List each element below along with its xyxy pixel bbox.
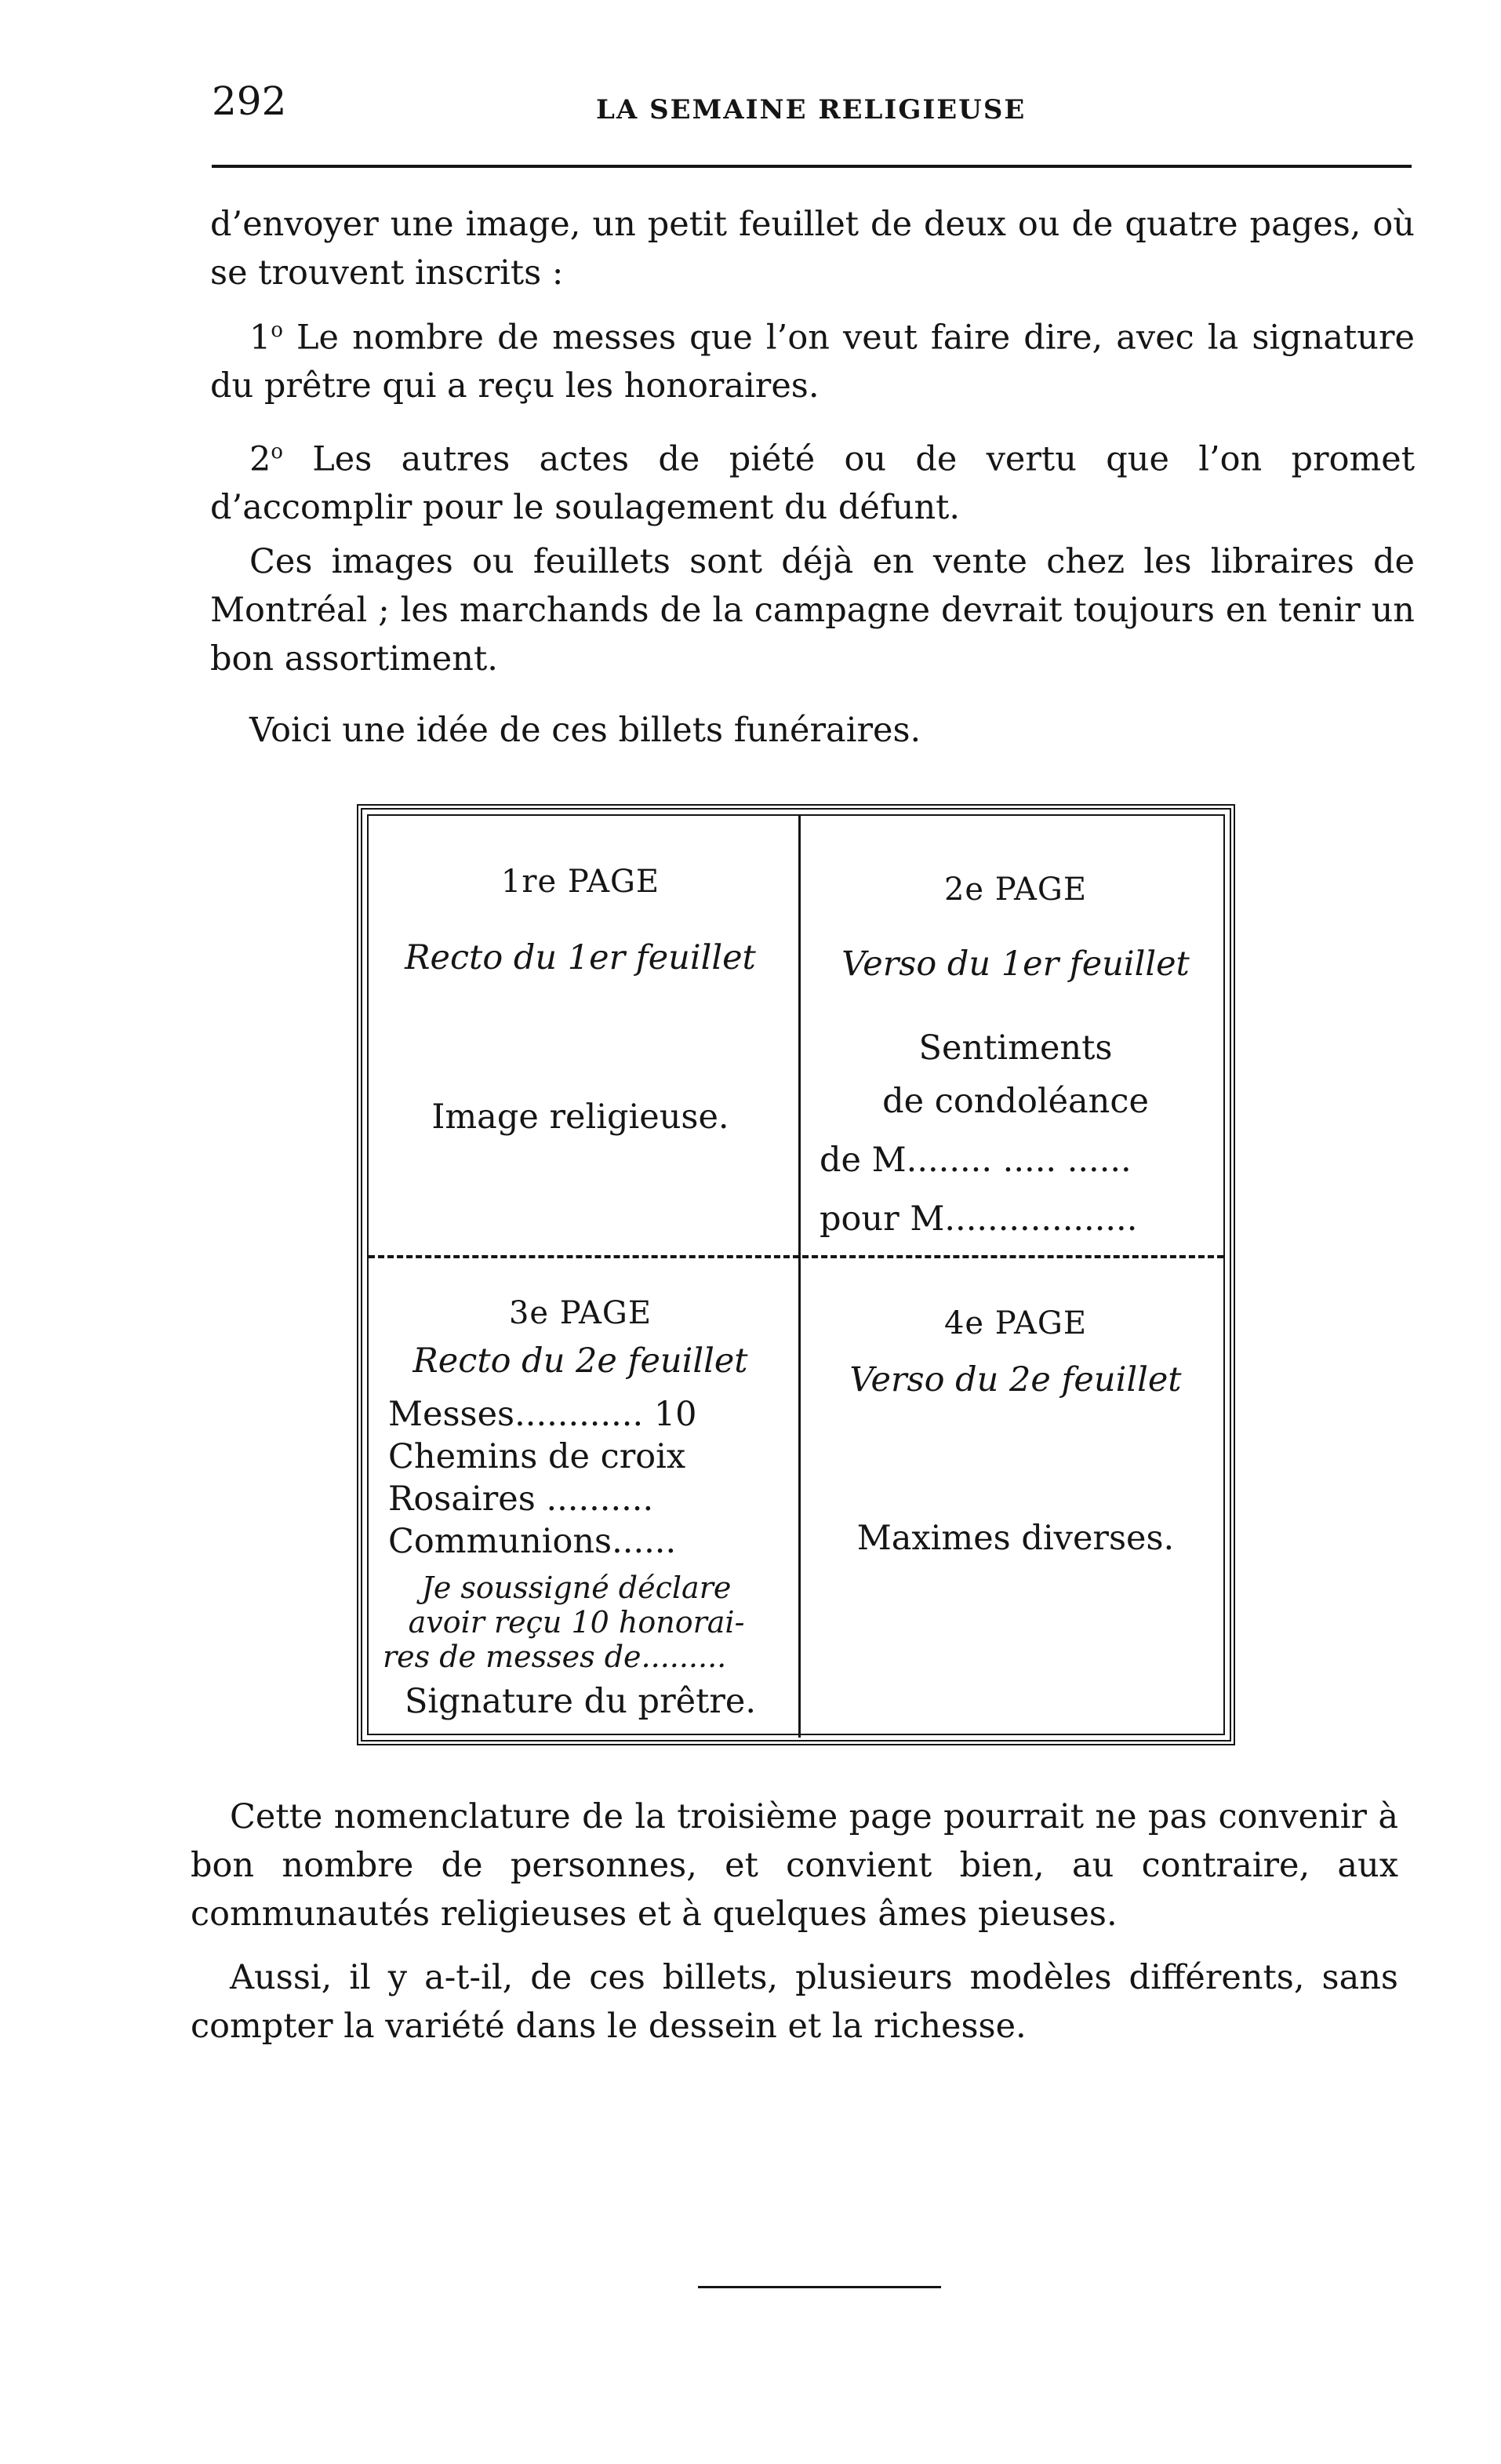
paragraph-booksellers: Ces images ou feuillets sont déjà en vente chez les libraires de Montréal ; les marchands de la campagne devrait toujours en tenir un bon assortiment. bbox=[210, 542, 1415, 679]
page4-content: Maximes diverses. bbox=[856, 1519, 1175, 1558]
page1-content: Image religieuse. bbox=[431, 1097, 729, 1137]
page2-line-de-m: de M........ ..... ...... bbox=[820, 1141, 1132, 1180]
table-horizontal-divider bbox=[369, 1255, 1223, 1258]
page3-declaration-2: avoir reçu 10 honorai- bbox=[408, 1605, 745, 1640]
paragraph-modeles: Aussi, il y a-t-il, de ces billets, plusieurs modèles différents, sans compter la variété dans le dessein et la richesse. bbox=[191, 1958, 1398, 2046]
page4-subtitle: Verso du 2e feuillet bbox=[849, 1360, 1182, 1399]
page2-line-pour-m: pour M.................. bbox=[820, 1199, 1138, 1239]
table-vertical-divider bbox=[798, 816, 801, 1738]
item-2-text: Les autres actes de piété ou de vertu que l’on promet d’accomplir pour le soulagement du défunt. bbox=[210, 439, 1415, 528]
item-1-ordinal: o bbox=[271, 318, 283, 342]
item-2-ordinal: o bbox=[271, 440, 283, 464]
item-2-number: 2 bbox=[249, 439, 271, 479]
page3-declaration-1: Je soussigné déclare bbox=[421, 1570, 732, 1605]
item-1-text: Le nombre de messes que l’on veut faire dire, avec la signature du prêtre qui a reçu les honoraires. bbox=[210, 318, 1415, 406]
page2-line-condoleance: de condoléance bbox=[882, 1082, 1149, 1121]
paragraph-intro: d’envoyer une image, un petit feuillet de deux ou de quatre pages, où se trouvent inscrits : bbox=[210, 205, 1415, 293]
paragraph-item-2 bbox=[210, 428, 1415, 532]
paragraph-example-intro: Voici une idée de ces billets funéraires. bbox=[249, 711, 921, 750]
item-1-number: 1 bbox=[249, 318, 271, 358]
paragraph-item-1 bbox=[210, 306, 1415, 410]
page3-label: 3e PAGE bbox=[508, 1295, 652, 1331]
page2-subtitle: Verso du 1er feuillet bbox=[841, 944, 1190, 984]
page1-subtitle: Recto du 1er feuillet bbox=[405, 938, 756, 977]
header-rule bbox=[212, 165, 1412, 168]
page-number: 292 bbox=[212, 78, 287, 124]
page2-line-sentiments: Sentiments bbox=[918, 1028, 1113, 1068]
page3-messes: Messes............ 10 bbox=[388, 1395, 697, 1434]
running-head: LA SEMAINE RELIGIEUSE bbox=[596, 94, 1027, 126]
page1-label: 1re PAGE bbox=[500, 864, 660, 900]
end-rule bbox=[698, 2286, 941, 2288]
page4-label: 4e PAGE bbox=[943, 1305, 1088, 1341]
page3-subtitle: Recto du 2e feuillet bbox=[413, 1341, 748, 1381]
paragraph-nomenclature: Cette nomenclature de la troisième page pourrait ne pas convenir à bon nombre de personnes, et convient bien, au contraire, aux communautés religieuses et à quelques âmes pieuses. bbox=[191, 1797, 1398, 1934]
page3-communions: Communions...... bbox=[388, 1522, 677, 1561]
page3-signature: Signature du prêtre. bbox=[404, 1682, 757, 1721]
page2-label: 2e PAGE bbox=[943, 872, 1088, 908]
page3-chemins: Chemins de croix bbox=[388, 1437, 686, 1476]
page3-rosaires: Rosaires .......... bbox=[388, 1479, 654, 1519]
page3-declaration-3: res de messes de......... bbox=[383, 1640, 727, 1674]
